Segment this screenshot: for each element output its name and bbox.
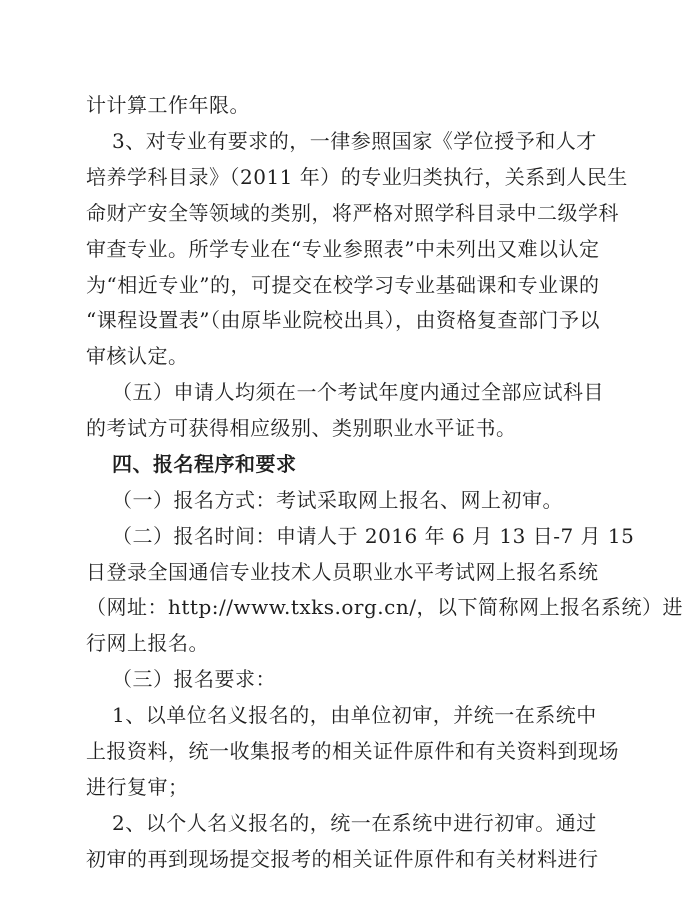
text-line: （一）报名方式：考试采取网上报名、网上初审。 [112,488,563,512]
text-line: 1、以单位名义报名的，由单位初审，并统一在系统中 [112,703,597,727]
text-line: （二）报名时间：申请人于 2016 年 6 月 13 日-7 月 15 [112,524,635,548]
text-line: “课程设置表”（由原毕业院校出具），由资格复查部门予以 [86,308,600,332]
text-line: 审核认定。 [86,344,189,368]
text-line: 日登录全国通信专业技术人员职业水平考试网上报名系统 [86,560,599,584]
text-line: 命财产安全等领域的类别，将严格对照学科目录中二级学科 [86,201,619,225]
text-line: 上报资料，统一收集报考的相关证件原件和有关资料到现场 [86,739,619,763]
section-heading: 四、报名程序和要求 [112,452,297,476]
text-line: 进行复审； [86,775,189,799]
text-line: 审查专业。所学专业在“专业参照表”中未列出又难以认定 [86,237,600,261]
text-line: （网址：http://www.txks.org.cn/，以下简称网上报名系统）进 [86,595,683,619]
text-line: （五）申请人均须在一个考试年度内通过全部应试科目 [112,380,604,404]
text-line: 行网上报名。 [86,631,209,655]
text-line: 的考试方可获得相应级别、类别职业水平证书。 [86,416,517,440]
text-line: 3、对专业有要求的，一律参照国家《学位授予和人才 [112,129,597,153]
text-line: （三）报名要求： [112,667,276,691]
text-line: 培养学科目录》（2011 年）的专业归类执行，关系到人民生 [86,165,628,189]
text-line: 2、以个人名义报名的，统一在系统中进行初审。通过 [112,811,597,835]
text-line: 为“相近专业”的，可提交在校学习专业基础课和专业课的 [86,273,600,297]
text-line: 初审的再到现场提交报考的相关证件原件和有关材料进行 [86,847,599,871]
text-line: 计计算工作年限。 [86,93,250,117]
